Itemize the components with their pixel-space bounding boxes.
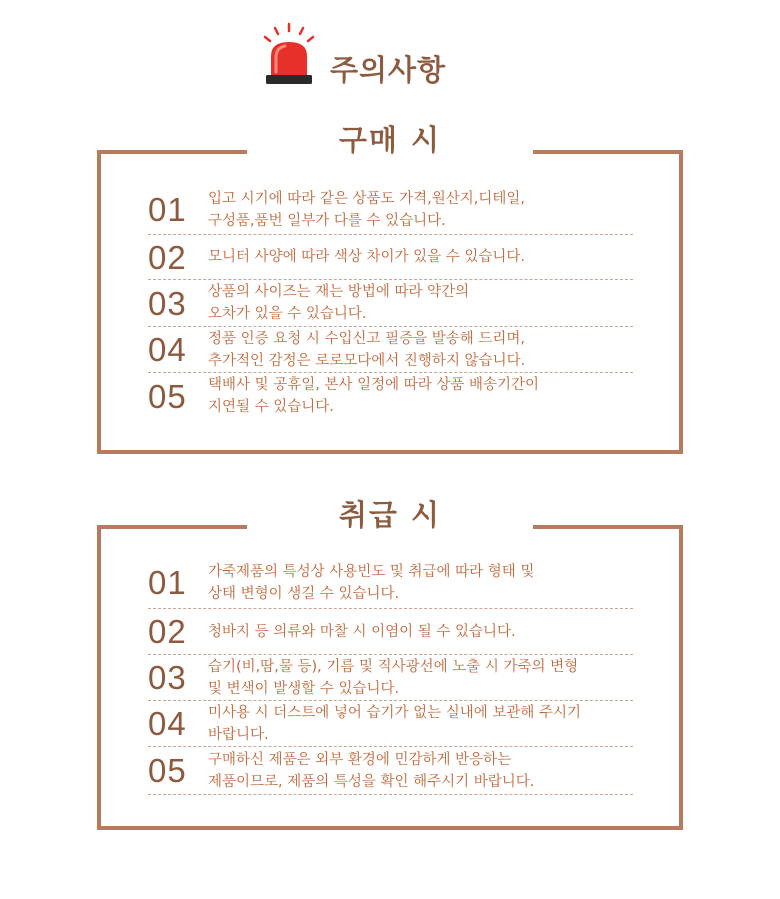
purchase-section — [97, 110, 683, 460]
item-number: 03 — [148, 659, 187, 696]
item-text: 상품의 사이즈는 재는 방법에 따라 약간의 오차가 있을 수 있습니다. — [208, 284, 470, 322]
handling-section — [97, 485, 683, 835]
list-item — [148, 185, 633, 235]
item-number: 05 — [148, 752, 187, 789]
list-item — [148, 609, 633, 655]
item-text: 구매하신 제품은 외부 환경에 민감하게 반응하는 제품이므로, 제품의 특성을 확인 해주시기 바랍니다. — [208, 751, 535, 790]
handling-list — [148, 557, 633, 795]
item-number: 04 — [148, 705, 187, 742]
item-text: 청바지 등 의류와 마찰 시 이염이 될 수 있습니다. — [208, 623, 516, 640]
item-number: 02 — [148, 238, 187, 276]
purchase-section-title: 구매 시 — [338, 123, 442, 157]
siren-icon — [258, 22, 320, 88]
list-item — [148, 280, 633, 327]
list-item — [148, 373, 633, 419]
item-text: 습기(비,땀,물 등), 기름 및 직사광선에 노출 시 가죽의 변형 및 변색이 발생할 수 있습니다. — [208, 658, 579, 697]
purchase-list — [148, 185, 633, 419]
list-item — [148, 701, 633, 747]
item-number: 05 — [148, 377, 187, 415]
item-text: 미사용 시 더스트에 넣어 습기가 없는 실내에 보관해 주시기 바랍니다. — [208, 704, 582, 743]
list-item — [148, 557, 633, 609]
item-text: 정품 인증 요청 시 수입신고 필증을 발송해 드리며, 추가적인 감정은 로로모다에서 진행하지 않습니다. — [208, 330, 526, 369]
handling-section-title: 취급 시 — [338, 498, 442, 532]
item-text: 모니터 사양에 따라 색상 차이가 있을 수 있습니다. — [208, 249, 526, 265]
page-title: 주의사항 — [330, 53, 447, 87]
item-number: 02 — [148, 613, 187, 650]
item-number: 04 — [148, 331, 187, 368]
list-item — [148, 655, 633, 701]
item-number: 03 — [148, 284, 187, 322]
item-text: 입고 시기에 따라 같은 상품도 가격,원산지,디테일, 구성품,품번 일부가 다를 수 있습니다. — [208, 190, 526, 229]
list-item — [148, 327, 633, 373]
list-item — [148, 235, 633, 280]
notice-header — [0, 0, 780, 110]
item-number: 01 — [148, 564, 187, 601]
item-text: 가죽제품의 특성상 사용빈도 및 취급에 따라 형태 및 상태 변형이 생길 수 있습니다. — [208, 563, 535, 602]
list-item — [148, 747, 633, 795]
item-text: 택배사 및 공휴일, 본사 일정에 따라 상품 배송기간이 지연될 수 있습니다. — [208, 377, 540, 415]
item-number: 01 — [148, 191, 187, 228]
